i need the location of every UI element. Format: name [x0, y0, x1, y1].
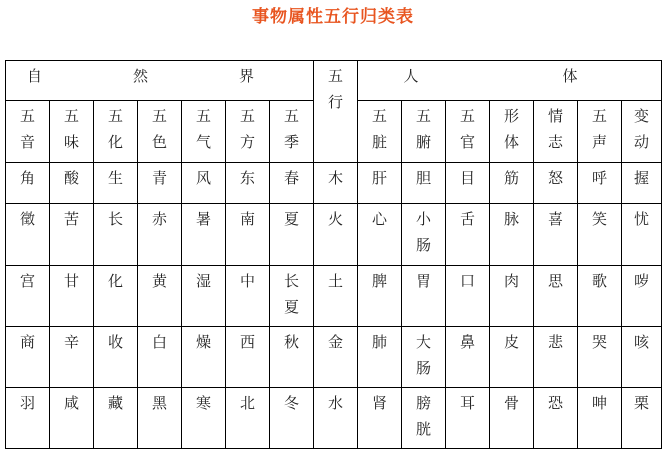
table-cell: [534, 204, 578, 265]
table-cell: [402, 387, 446, 448]
nature-header-7-char-2: 季: [284, 133, 300, 152]
nature-header-4-char-2: 色: [151, 133, 167, 152]
table-cell-char-1: 暑: [195, 210, 211, 229]
table-cell-char-1: 喜: [548, 210, 564, 229]
table-cell-char-1: 生: [107, 169, 123, 188]
table-row: [6, 387, 662, 448]
table-cell-char-1: 辛: [63, 332, 79, 351]
table-cell: [50, 326, 94, 387]
table-cell-char-1: 肉: [504, 271, 520, 290]
table-cell-char-1: 口: [460, 271, 476, 290]
nature-group-header: 自 然 界: [6, 61, 314, 101]
table-cell-char-2: 肠: [416, 358, 432, 377]
table-cell: [490, 204, 534, 265]
table-cell-char-1: 胃: [416, 271, 432, 290]
table-cell: [182, 265, 226, 326]
table-cell: [6, 204, 50, 265]
table-cell: [314, 326, 358, 387]
table-cell: [446, 163, 490, 204]
table-cell-char-1: 脉: [504, 210, 520, 229]
human-header-3-char-1: 五: [460, 107, 476, 126]
table-cell-char-1: 目: [460, 169, 476, 188]
table-cell: [358, 265, 402, 326]
table-cell: [50, 387, 94, 448]
table-cell: [490, 163, 534, 204]
table-cell-char-1: 哕: [634, 271, 650, 290]
table-cell-char-1: 黄: [151, 271, 167, 290]
table-cell: [358, 204, 402, 265]
human-header-7-char-2: 动: [634, 133, 650, 152]
table-cell: [94, 387, 138, 448]
table-cell: [314, 163, 358, 204]
nature-header-4-char-1: 五: [151, 107, 167, 126]
table-cell-char-1: 中: [239, 271, 255, 290]
table-cell-char-1: 肺: [372, 332, 388, 351]
table-cell-char-1: 春: [284, 169, 300, 188]
table-cell-char-1: 皮: [504, 332, 520, 351]
element-header-char-1: 五: [328, 67, 344, 85]
nature-header-1: [6, 101, 50, 163]
table-cell: [50, 265, 94, 326]
table-cell: [578, 265, 622, 326]
table-cell: [446, 387, 490, 448]
five-elements-table: [5, 60, 662, 449]
table-cell-char-1: 燥: [195, 332, 211, 351]
table-cell: [138, 326, 182, 387]
table-cell: [138, 204, 182, 265]
human-header-4: [490, 101, 534, 163]
nature-header-1-char-2: 音: [19, 133, 35, 152]
table-cell: [534, 265, 578, 326]
table-cell-char-1: 甘: [63, 271, 79, 290]
table-cell-char-1: 笑: [592, 210, 608, 229]
table-cell: [270, 204, 314, 265]
table-cell: [182, 163, 226, 204]
human-header-4-char-2: 体: [504, 133, 520, 152]
table-cell-char-1: 筋: [504, 169, 520, 188]
table-cell: [622, 204, 662, 265]
table-cell: [50, 204, 94, 265]
table-cell: [6, 163, 50, 204]
table-cell: [94, 265, 138, 326]
nature-header-6-char-2: 方: [239, 133, 255, 152]
table-cell-char-1: 西: [239, 332, 255, 351]
table-row: [6, 204, 662, 265]
nature-header-6: [226, 101, 270, 163]
table-cell-char-1: 舌: [460, 210, 476, 229]
nature-header-3-char-1: 五: [107, 107, 123, 126]
table-cell: [578, 387, 622, 448]
table-cell: [182, 387, 226, 448]
table-cell-char-1: 耳: [460, 393, 476, 412]
table-cell-char-1: 思: [548, 271, 564, 290]
human-header-5: [534, 101, 578, 163]
table-cell: [534, 387, 578, 448]
table-cell-char-1: 悲: [548, 332, 564, 351]
table-cell-char-1: 黑: [151, 393, 167, 412]
table-cell-char-1: 藏: [107, 393, 123, 412]
human-header-6: [578, 101, 622, 163]
table-cell: [578, 326, 622, 387]
table-cell-char-1: 哭: [592, 332, 608, 351]
nature-header-4: [138, 101, 182, 163]
human-header-6-char-2: 声: [592, 133, 608, 152]
table-cell: [226, 163, 270, 204]
table-cell-char-1: 土: [328, 271, 344, 290]
table-cell: [446, 326, 490, 387]
table-cell: [182, 204, 226, 265]
table-cell: [490, 387, 534, 448]
table-cell: [94, 326, 138, 387]
table-cell-char-1: 肾: [372, 393, 388, 412]
table-cell: [270, 326, 314, 387]
table-cell: [226, 387, 270, 448]
table-cell-char-1: 恐: [548, 393, 564, 412]
nature-header-5-char-2: 气: [195, 133, 211, 152]
table-cell-char-1: 小: [416, 210, 432, 229]
table-cell-char-1: 徵: [19, 210, 35, 229]
table-cell: [226, 265, 270, 326]
table-cell: [578, 163, 622, 204]
table-cell: [490, 265, 534, 326]
table-cell: [358, 326, 402, 387]
table-cell-char-1: 鼻: [460, 332, 476, 351]
table-cell-char-1: 心: [372, 210, 388, 229]
table-cell: [6, 326, 50, 387]
table-cell-char-1: 长: [107, 210, 123, 229]
table-row: [6, 326, 662, 387]
nature-header-5: [182, 101, 226, 163]
table-cell-char-1: 栗: [634, 393, 650, 412]
table-cell: [270, 265, 314, 326]
table-cell-char-1: 咳: [634, 332, 650, 351]
table-cell-char-2: 胱: [416, 419, 432, 438]
table-cell: [534, 326, 578, 387]
table-cell: [622, 387, 662, 448]
table-title: 事物属性五行归类表: [252, 7, 414, 27]
nature-header-1-char-1: 五: [19, 107, 35, 126]
table-cell-char-1: 秋: [284, 332, 300, 351]
table-row: [6, 265, 662, 326]
table-cell-char-1: 歌: [592, 271, 608, 290]
nature-header-7-char-1: 五: [284, 107, 300, 126]
table-cell: [270, 163, 314, 204]
table-cell: [94, 163, 138, 204]
group-header-row: [6, 61, 662, 101]
table-cell: [490, 326, 534, 387]
human-header-5-char-1: 情: [548, 107, 564, 126]
table-cell-char-1: 宫: [19, 271, 35, 290]
table-cell: [446, 204, 490, 265]
table-cell-char-1: 脾: [372, 271, 388, 290]
human-group-header: 人 体: [358, 61, 662, 101]
table-cell-char-1: 苦: [63, 210, 79, 229]
table-cell: [402, 265, 446, 326]
nature-header-3: [94, 101, 138, 163]
human-header-1-char-1: 五: [372, 107, 388, 126]
table-cell: [6, 387, 50, 448]
table-cell-char-1: 木: [328, 169, 344, 188]
table-cell: [138, 387, 182, 448]
table-cell-char-2: 肠: [416, 236, 432, 255]
table-cell-char-1: 呼: [592, 169, 608, 188]
table-cell-char-1: 夏: [284, 210, 300, 229]
table-cell: [358, 163, 402, 204]
human-header-3: [446, 101, 490, 163]
table-cell: [402, 326, 446, 387]
table-cell-char-1: 火: [328, 210, 344, 229]
table-cell-char-1: 商: [19, 332, 35, 351]
table-cell: [402, 204, 446, 265]
nature-header-6-char-1: 五: [239, 107, 255, 126]
human-header-2-char-2: 腑: [416, 133, 432, 152]
human-header-7: [622, 101, 662, 163]
nature-header-3-char-2: 化: [107, 133, 123, 152]
table-cell-char-1: 金: [328, 332, 344, 351]
table-cell-char-1: 咸: [63, 393, 79, 412]
element-header-char-2: 行: [328, 93, 344, 111]
table-cell-char-1: 水: [328, 393, 344, 412]
table-cell-char-2: 夏: [284, 297, 300, 316]
table-cell-char-1: 胆: [416, 169, 432, 188]
table-row: [6, 163, 662, 204]
table-cell: [534, 163, 578, 204]
human-header-2-char-1: 五: [416, 107, 432, 126]
nature-header-2: [50, 101, 94, 163]
table-cell-char-1: 呻: [592, 393, 608, 412]
table-cell: [6, 265, 50, 326]
table-cell: [446, 265, 490, 326]
human-header-1: [358, 101, 402, 163]
table-cell-char-1: 长: [284, 271, 300, 290]
element-header: [314, 61, 358, 163]
table-cell-char-1: 化: [107, 271, 123, 290]
table-cell-char-1: 南: [239, 210, 255, 229]
table-cell: [622, 326, 662, 387]
table-cell-char-1: 收: [107, 332, 123, 351]
table-cell: [314, 387, 358, 448]
table-cell: [138, 163, 182, 204]
table-cell: [270, 387, 314, 448]
table-cell-char-1: 角: [19, 169, 35, 188]
table-cell-char-1: 青: [151, 169, 167, 188]
table-cell-char-1: 寒: [195, 393, 211, 412]
table-cell: [94, 204, 138, 265]
nature-header-2-char-1: 五: [63, 107, 79, 126]
table-cell: [358, 387, 402, 448]
table-cell-char-1: 骨: [504, 393, 520, 412]
human-header-1-char-2: 脏: [372, 133, 388, 152]
table-cell: [578, 204, 622, 265]
table-cell-char-1: 赤: [151, 210, 167, 229]
table-cell: [226, 326, 270, 387]
human-header-5-char-2: 志: [548, 133, 564, 152]
table-cell-char-1: 握: [634, 169, 650, 188]
table-cell-char-1: 白: [151, 332, 167, 351]
table-cell-char-1: 肝: [372, 169, 388, 188]
table-cell: [622, 265, 662, 326]
table-cell-char-1: 风: [195, 169, 211, 188]
table-cell-char-1: 东: [239, 169, 255, 188]
table-cell-char-1: 北: [239, 393, 255, 412]
table-cell: [182, 326, 226, 387]
table-cell: [226, 204, 270, 265]
table-cell-char-1: 酸: [63, 169, 79, 188]
human-header-3-char-2: 官: [460, 133, 476, 152]
table-cell: [622, 163, 662, 204]
nature-header-7: [270, 101, 314, 163]
nature-header-2-char-2: 味: [63, 133, 79, 152]
table-cell-char-1: 膀: [416, 393, 432, 412]
table-cell-char-1: 大: [416, 332, 432, 351]
table-cell: [50, 163, 94, 204]
human-header-2: [402, 101, 446, 163]
human-header-6-char-1: 五: [592, 107, 608, 126]
human-header-4-char-1: 形: [504, 107, 520, 126]
table-cell-char-1: 怒: [548, 169, 564, 188]
table-cell-char-1: 羽: [19, 393, 35, 412]
table-cell: [314, 265, 358, 326]
table-cell: [402, 163, 446, 204]
human-header-7-char-1: 变: [634, 107, 650, 126]
nature-header-5-char-1: 五: [195, 107, 211, 126]
table-cell-char-1: 冬: [284, 393, 300, 412]
table-cell-char-1: 忧: [634, 210, 650, 229]
table-cell-char-1: 湿: [195, 271, 211, 290]
table-cell: [138, 265, 182, 326]
table-cell: [314, 204, 358, 265]
